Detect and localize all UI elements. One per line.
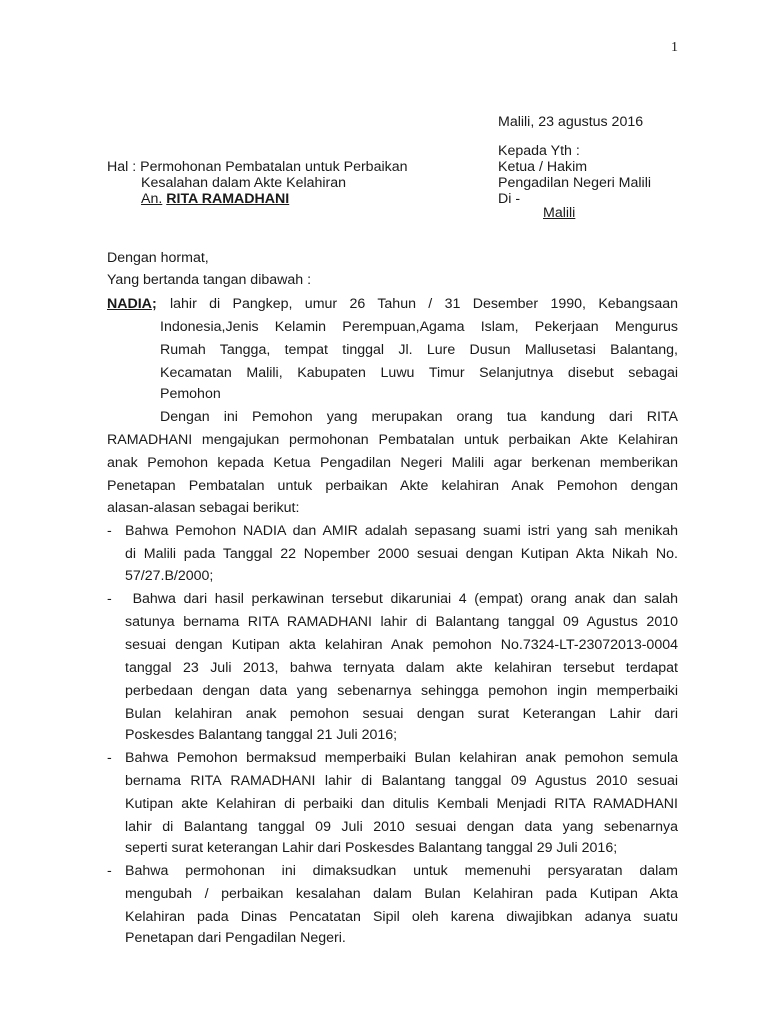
bullet-1-line-2: di Malili pada Tanggal 22 Nopember 2000 sesuai dengan Kutipan Akta Nikah No. [125,546,678,562]
subject-line-2: Kesalahan dalam Akte Kelahiran [141,175,347,191]
recipient-line-2: Ketua / Hakim [498,159,588,175]
bullet-2-line-7: Poskesdes Balantang tanggal 21 Juli 2016; [125,727,398,743]
recipient-line-1: Kepada Yth : [498,143,580,159]
bullet-3-line-1: Bahwa Pemohon bermaksud memperbaiki Bulan kelahiran anak pemohon semula [125,750,678,766]
applicant-line-5: Pemohon [160,386,221,402]
bullet-3-line-2: bernama RITA RAMADHANI lahir di Balantang tanggal 09 Agustus 2010 sesuai [125,773,678,789]
bullet-2-line-1: Bahwa dari hasil perkawinan tersebut dikaruniai 4 (empat) orang anak dan salah [125,591,678,607]
greeting: Dengan hormat, [107,250,209,266]
bullet-1-line-3: 57/27.B/2000; [125,568,214,584]
applicant-line-1: lahir di Pangkep, umur 26 Tahun / 31 Desember 1990, Kebangsaan [170,296,678,312]
bullet-dash: - [107,523,112,539]
bullet-4-line-3: Kelahiran pada Dinas Pencatatan Sipil oleh karena diwajibkan adanya suatu [125,909,678,925]
recipient-line-3: Pengadilan Negeri Malili [498,175,651,191]
paragraph-line-2: RAMADHANI mengajukan permohonan Pembatalan untuk perbaikan Akte Kelahiran [107,432,678,448]
bullet-4-line-1: Bahwa permohonan ini dimaksudkan untuk memenuhi persyaratan dalam [125,863,678,879]
paragraph-line-1: Dengan ini Pemohon yang merupakan orang tua kandung dari RITA [160,409,678,425]
bullet-2-line-4: tanggal 23 Juli 2013, bahwa ternyata dalam akte kelahiran tersebut terdapat [125,660,678,676]
intro-line: Yang bertanda tangan dibawah : [107,272,312,288]
bullet-4-line-4: Penetapan dari Pengadilan Negeri. [125,930,346,946]
applicant-line-3: Rumah Tangga, tempat tinggal Jl. Lure Dusun Mallusetasi Balantang, [160,342,678,358]
applicant-name-text: NADIA [107,296,152,312]
bullet-3-line-4: lahir di Balantang tanggal 09 Juli 2010 sesuai dengan data yang sebenarnya [125,819,678,835]
subject-an-line [141,191,289,207]
bullet-3-line-5: seperti surat keterangan Lahir dari Poskesdes Balantang tanggal 29 Juli 2016; [125,840,618,856]
bullet-2-line-6: Bulan kelahiran anak pemohon sesuai dengan surat Keterangan Lahir dari [125,706,678,722]
recipient-line-5: Malili [543,205,576,221]
subject-line-1: Hal : Permohonan Pembatalan untuk Perbaikan [107,159,408,175]
applicant-semicolon: ; [151,296,157,312]
paragraph-line-5: alasan-alasan sebagai berikut: [107,500,300,516]
bullet-1-line-1: Bahwa Pemohon NADIA dan AMIR adalah sepasang suami istri yang sah menikah [125,523,678,539]
applicant-name [107,296,157,312]
place-date: Malili, 23 agustus 2016 [498,114,644,130]
bullet-dash: - [107,863,112,879]
bullet-dash: - [107,750,112,766]
bullet-2-line-5: perbedaan dengan data yang sebenarnya sehingga pemohon ingin memperbaiki [125,683,678,699]
bullet-3-line-3: Kutipan akte Kelahiran di perbaiki dan ditulis Kembali Menjadi RITA RAMADHANI [125,796,678,812]
bullet-2-line-2: satunya bernama RITA RAMADHANI lahir di Balantang tanggal 09 Agustus 2010 [125,614,678,630]
subject-an-prefix: An. [141,191,163,207]
bullet-2-line-3: sesuai dengan Kutipan akta kelahiran Anak pemohon No.7324-LT-23072013-0004 [125,637,678,653]
applicant-line-4: Kecamatan Malili, Kabupaten Luwu Timur Selanjutnya disebut sebagai [160,365,678,381]
subject-an-name: RITA RAMADHANI [166,191,290,207]
applicant-line-2: Indonesia,Jenis Kelamin Perempuan,Agama Islam, Pekerjaan Mengurus [160,319,678,335]
recipient-line-4: Di - [498,191,521,207]
page-number: 1 [671,40,678,55]
bullet-dash: - [107,591,112,607]
paragraph-line-4: Penetapan Pembatalan untuk perbaikan Akte kelahiran Anak Pemohon dengan [107,478,678,494]
paragraph-line-3: anak Pemohon kepada Ketua Pengadilan Negeri Malili agar berkenan memberikan [107,455,678,471]
bullet-4-line-2: mengubah / perbaikan kesalahan dalam Bulan Kelahiran pada Kutipan Akta [125,886,678,902]
